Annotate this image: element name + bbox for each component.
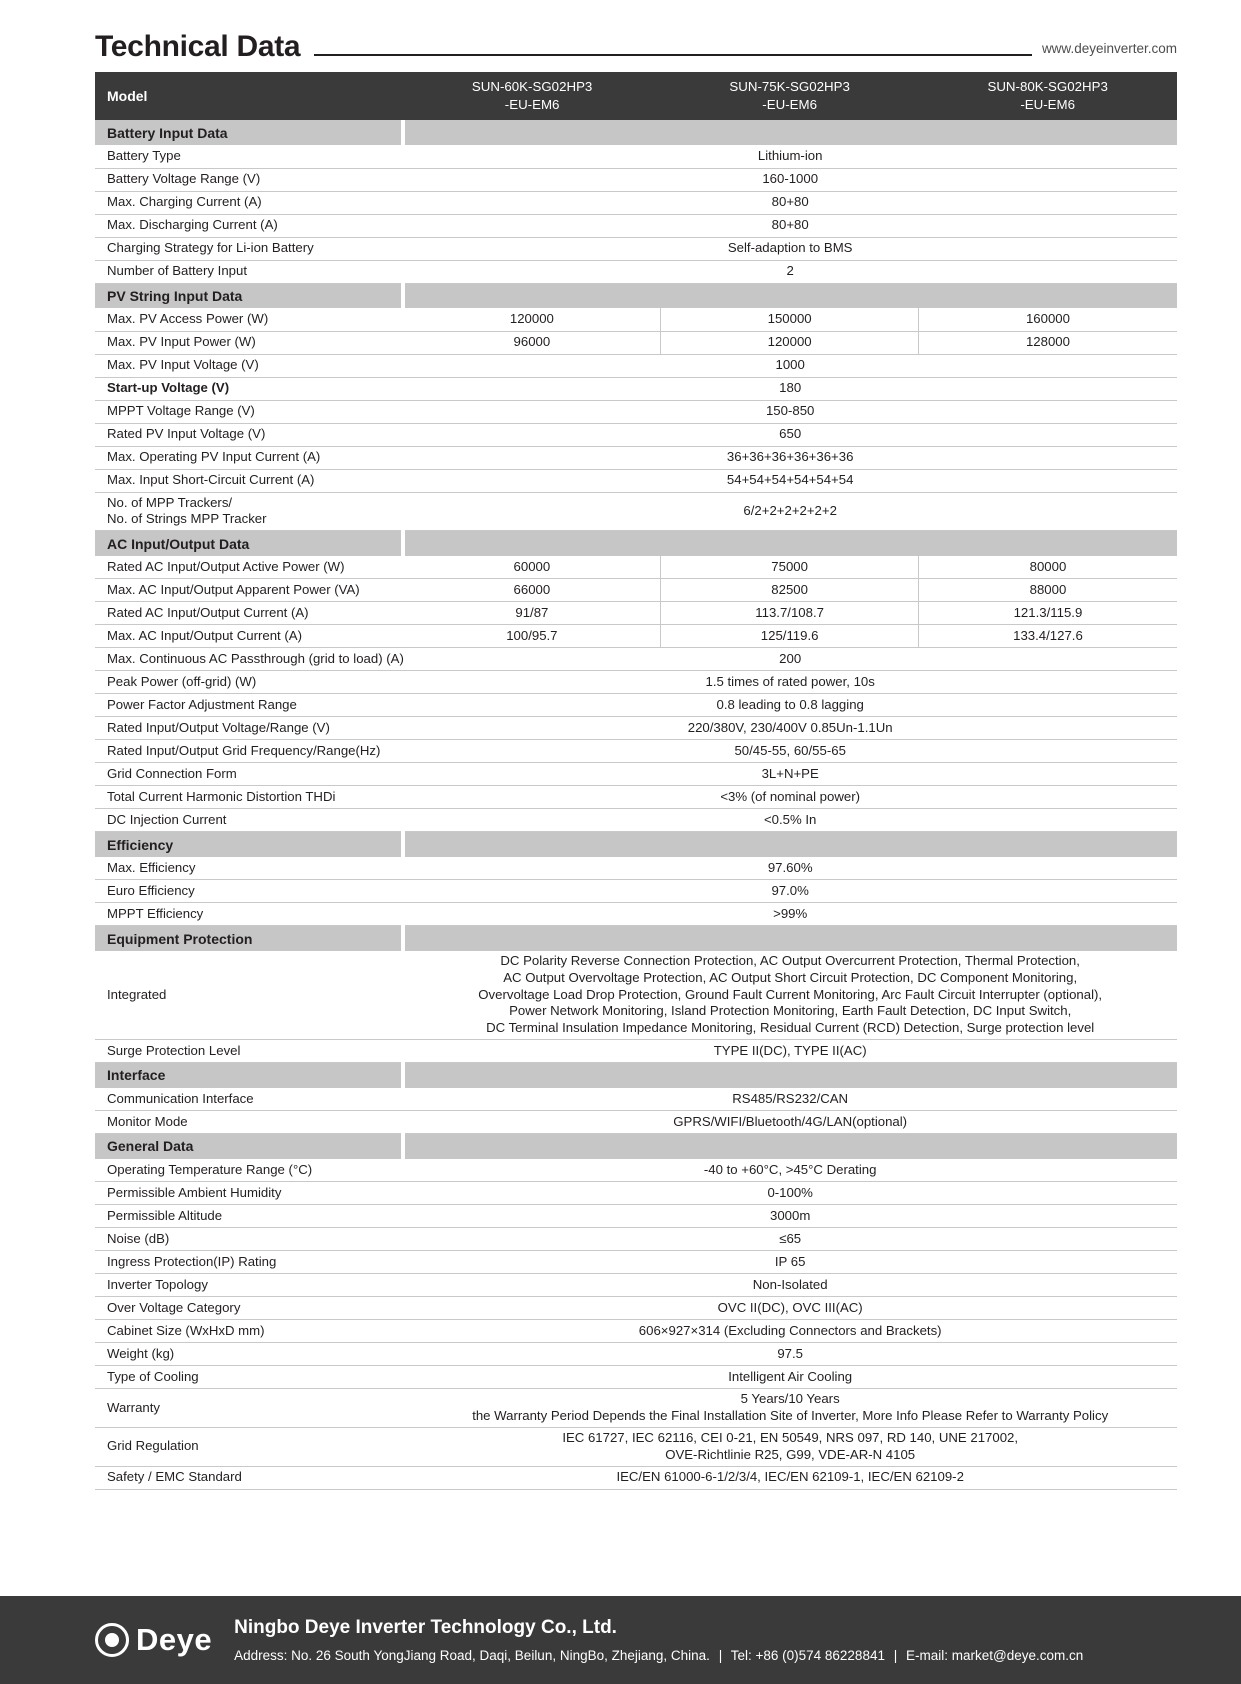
section-header-row	[95, 1134, 1177, 1159]
row-value-all-models: OVC II(DC), OVC III(AC)	[403, 1297, 1177, 1320]
row-label: MPPT Efficiency	[95, 903, 403, 926]
section-band-fill-2	[403, 283, 1177, 308]
row-label: Cabinet Size (WxHxD mm)	[95, 1320, 403, 1343]
table-row	[95, 857, 1177, 880]
row-label: Max. AC Input/Output Current (A)	[95, 625, 403, 648]
row-value-all-models: IP 65	[403, 1251, 1177, 1274]
table-row	[95, 260, 1177, 283]
section-title-5: Equipment Protection	[95, 926, 403, 951]
model-column-header-1: SUN-60K-SG02HP3 -EU-EM6	[403, 72, 661, 120]
table-header-row	[95, 72, 1177, 120]
table-row	[95, 377, 1177, 400]
row-label: Monitor Mode	[95, 1111, 403, 1134]
row-label: Ingress Protection(IP) Rating	[95, 1251, 403, 1274]
row-label: Over Voltage Category	[95, 1297, 403, 1320]
table-row	[95, 145, 1177, 168]
table-row	[95, 625, 1177, 648]
row-value-all-models: 0-100%	[403, 1182, 1177, 1205]
row-value-all-models: 160-1000	[403, 168, 1177, 191]
table-row	[95, 602, 1177, 625]
row-value-all-models: 54+54+54+54+54+54	[403, 469, 1177, 492]
logo-circle-icon	[95, 1623, 129, 1657]
table-row	[95, 880, 1177, 903]
section-band-fill-7	[403, 1134, 1177, 1159]
row-value-model-1: 66000	[403, 579, 661, 602]
table-row	[95, 903, 1177, 926]
row-value-all-models: 2	[403, 260, 1177, 283]
table-row	[95, 1111, 1177, 1134]
contact-separator-2: |	[893, 1647, 898, 1663]
row-value-all-models: 220/380V, 230/400V 0.85Un-1.1Un	[403, 717, 1177, 740]
row-label: Max. Charging Current (A)	[95, 191, 403, 214]
table-row	[95, 951, 1177, 1040]
table-row	[95, 308, 1177, 331]
row-value-model-3: 80000	[918, 556, 1177, 579]
row-label: MPPT Voltage Range (V)	[95, 400, 403, 423]
section-header-row	[95, 1063, 1177, 1088]
model-column-header-2: SUN-75K-SG02HP3 -EU-EM6	[661, 72, 919, 120]
row-value-all-models: TYPE II(DC), TYPE II(AC)	[403, 1040, 1177, 1063]
row-value-all-models: 5 Years/10 Years the Warranty Period Depends the Final Installation Site of Inverter, More Info Please Refer to Warranty Policy	[403, 1389, 1177, 1428]
table-row	[95, 1297, 1177, 1320]
row-value-all-models: <0.5% In	[403, 809, 1177, 832]
row-value-all-models: Non-Isolated	[403, 1274, 1177, 1297]
table-row	[95, 1343, 1177, 1366]
row-value-all-models: 3L+N+PE	[403, 763, 1177, 786]
row-value-model-3: 160000	[918, 308, 1177, 331]
row-label: Number of Battery Input	[95, 260, 403, 283]
table-row	[95, 1088, 1177, 1111]
section-title-6: Interface	[95, 1063, 403, 1088]
row-label: Rated Input/Output Voltage/Range (V)	[95, 717, 403, 740]
table-row	[95, 1228, 1177, 1251]
table-row	[95, 191, 1177, 214]
row-value-all-models: 80+80	[403, 214, 1177, 237]
row-value-all-models: 97.60%	[403, 857, 1177, 880]
row-value-all-models: Intelligent Air Cooling	[403, 1366, 1177, 1389]
title-divider	[314, 54, 1032, 56]
table-row	[95, 556, 1177, 579]
row-value-all-models: 97.5	[403, 1343, 1177, 1366]
row-label: Grid Regulation	[95, 1428, 403, 1467]
row-value-all-models: <3% (of nominal power)	[403, 786, 1177, 809]
table-row	[95, 423, 1177, 446]
row-value-all-models: 1000	[403, 354, 1177, 377]
table-row	[95, 1389, 1177, 1428]
row-label: Safety / EMC Standard	[95, 1466, 403, 1489]
row-label: Charging Strategy for Li-ion Battery	[95, 237, 403, 260]
section-title-7: General Data	[95, 1134, 403, 1159]
row-value-all-models: GPRS/WIFI/Bluetooth/4G/LAN(optional)	[403, 1111, 1177, 1134]
row-label: Max. Discharging Current (A)	[95, 214, 403, 237]
table-row	[95, 469, 1177, 492]
row-value-all-models: 606×927×314 (Excluding Connectors and Brackets)	[403, 1320, 1177, 1343]
table-row	[95, 1159, 1177, 1182]
row-value-all-models: IEC 61727, IEC 62116, CEI 0-21, EN 50549, NRS 097, RD 140, UNE 217002, OVE-Richtlinie R25, G99, VDE-AR-N 4105	[403, 1428, 1177, 1467]
row-label: Inverter Topology	[95, 1274, 403, 1297]
row-label: Euro Efficiency	[95, 880, 403, 903]
table-row	[95, 1366, 1177, 1389]
row-label: Max. Continuous AC Passthrough (grid to load) (A)	[95, 648, 403, 671]
section-band-fill-5	[403, 926, 1177, 951]
row-value-all-models: 180	[403, 377, 1177, 400]
row-value-all-models: RS485/RS232/CAN	[403, 1088, 1177, 1111]
row-value-model-3: 121.3/115.9	[918, 602, 1177, 625]
website-url: www.deyeinverter.com	[1041, 41, 1177, 56]
row-value-all-models: ≤65	[403, 1228, 1177, 1251]
row-value-model-2: 113.7/108.7	[661, 602, 919, 625]
row-label: Max. Operating PV Input Current (A)	[95, 446, 403, 469]
row-value-model-1: 120000	[403, 308, 661, 331]
table-row	[95, 717, 1177, 740]
row-label: Communication Interface	[95, 1088, 403, 1111]
row-label: Total Current Harmonic Distortion THDi	[95, 786, 403, 809]
row-value-all-models: 36+36+36+36+36+36	[403, 446, 1177, 469]
company-name: Ningbo Deye Inverter Technology Co., Ltd.	[234, 1617, 617, 1639]
row-label: Max. AC Input/Output Apparent Power (VA)	[95, 579, 403, 602]
row-value-all-models: 1.5 times of rated power, 10s	[403, 671, 1177, 694]
row-value-all-models: 97.0%	[403, 880, 1177, 903]
table-row	[95, 354, 1177, 377]
row-label: Permissible Altitude	[95, 1205, 403, 1228]
row-value-model-3: 133.4/127.6	[918, 625, 1177, 648]
deye-logo	[95, 1622, 212, 1658]
section-header-row	[95, 832, 1177, 857]
section-header-row	[95, 926, 1177, 951]
row-label: Battery Voltage Range (V)	[95, 168, 403, 191]
section-header-row	[95, 120, 1177, 145]
row-label: Max. Input Short-Circuit Current (A)	[95, 469, 403, 492]
row-value-model-2: 82500	[661, 579, 919, 602]
row-label: Permissible Ambient Humidity	[95, 1182, 403, 1205]
section-band-fill-6	[403, 1063, 1177, 1088]
row-label: Weight (kg)	[95, 1343, 403, 1366]
contact-line	[234, 1646, 1083, 1666]
page-footer	[0, 1596, 1241, 1684]
table-row	[95, 786, 1177, 809]
row-label: Max. PV Input Power (W)	[95, 331, 403, 354]
row-label: Power Factor Adjustment Range	[95, 694, 403, 717]
section-band-fill-1	[403, 120, 1177, 145]
table-row	[95, 694, 1177, 717]
table-row	[95, 740, 1177, 763]
table-row	[95, 331, 1177, 354]
row-value-all-models: Self-adaption to BMS	[403, 237, 1177, 260]
row-label: Battery Type	[95, 145, 403, 168]
row-value-all-models: DC Polarity Reverse Connection Protection, AC Output Overcurrent Protection, Thermal Protection, AC Output Overvoltage Protection, AC Output Short Circuit Protection, DC Component Monitoring, Overvoltage Load Drop Protection, Ground Fault Current Monitoring, Arc Fault Circuit Interrupter (optional), Power Network Monitoring, Island Protection Monitoring, Earth Fault Detection, DC Input Switch, DC Terminal Insulation Impedance Monitoring, Residual Current (RCD) Detection, Surge protection level	[403, 951, 1177, 1040]
table-row	[95, 492, 1177, 531]
row-label: Max. PV Input Voltage (V)	[95, 354, 403, 377]
table-row	[95, 579, 1177, 602]
row-value-model-1: 96000	[403, 331, 661, 354]
row-label: DC Injection Current	[95, 809, 403, 832]
spec-table-container	[0, 62, 1241, 1490]
row-value-model-1: 91/87	[403, 602, 661, 625]
table-row	[95, 763, 1177, 786]
table-row	[95, 671, 1177, 694]
row-value-all-models: IEC/EN 61000-6-1/2/3/4, IEC/EN 62109-1, IEC/EN 62109-2	[403, 1466, 1177, 1489]
company-telephone: Tel: +86 (0)574 86228841	[730, 1647, 885, 1663]
row-label: Start-up Voltage (V)	[95, 377, 403, 400]
row-label: Max. PV Access Power (W)	[95, 308, 403, 331]
row-value-model-1: 100/95.7	[403, 625, 661, 648]
row-label: Rated PV Input Voltage (V)	[95, 423, 403, 446]
row-value-all-models: 150-850	[403, 400, 1177, 423]
row-value-all-models: 0.8 leading to 0.8 lagging	[403, 694, 1177, 717]
section-band-fill-4	[403, 832, 1177, 857]
row-value-all-models: Lithium-ion	[403, 145, 1177, 168]
section-title-4: Efficiency	[95, 832, 403, 857]
row-value-model-3: 128000	[918, 331, 1177, 354]
row-value-all-models: 650	[403, 423, 1177, 446]
section-title-1: Battery Input Data	[95, 120, 403, 145]
table-row	[95, 1205, 1177, 1228]
table-row	[95, 1182, 1177, 1205]
table-row	[95, 1320, 1177, 1343]
table-row	[95, 214, 1177, 237]
row-value-model-2: 125/119.6	[661, 625, 919, 648]
model-column-header-3: SUN-80K-SG02HP3 -EU-EM6	[918, 72, 1177, 120]
row-label: Rated AC Input/Output Active Power (W)	[95, 556, 403, 579]
row-label: Surge Protection Level	[95, 1040, 403, 1063]
model-header-label: Model	[95, 72, 403, 120]
table-row	[95, 648, 1177, 671]
row-value-all-models: 200	[403, 648, 1177, 671]
table-row	[95, 1274, 1177, 1297]
row-value-all-models: 50/45-55, 60/55-65	[403, 740, 1177, 763]
row-label: Grid Connection Form	[95, 763, 403, 786]
row-label: Noise (dB)	[95, 1228, 403, 1251]
row-label: Rated Input/Output Grid Frequency/Range(Hz)	[95, 740, 403, 763]
company-address: Address: No. 26 South YongJiang Road, Daqi, Beilun, NingBo, Zhejiang, China.	[234, 1647, 710, 1663]
row-value-all-models: 3000m	[403, 1205, 1177, 1228]
table-row	[95, 1466, 1177, 1489]
technical-spec-table	[95, 72, 1177, 1490]
row-value-all-models: -40 to +60°C, >45°C Derating	[403, 1159, 1177, 1182]
page-title: Technical Data	[95, 30, 301, 63]
row-label: Rated AC Input/Output Current (A)	[95, 602, 403, 625]
row-label: Operating Temperature Range (°C)	[95, 1159, 403, 1182]
table-row	[95, 446, 1177, 469]
section-band-fill-3	[403, 531, 1177, 556]
table-row	[95, 237, 1177, 260]
logo-wordmark: Deye	[136, 1622, 213, 1657]
table-row	[95, 168, 1177, 191]
row-value-model-1: 60000	[403, 556, 661, 579]
contact-separator-1: |	[718, 1647, 723, 1663]
row-label: Warranty	[95, 1389, 403, 1428]
page-header	[0, 0, 1241, 62]
table-row	[95, 809, 1177, 832]
row-label: Peak Power (off-grid) (W)	[95, 671, 403, 694]
row-value-all-models: >99%	[403, 903, 1177, 926]
table-row	[95, 1251, 1177, 1274]
row-label: Integrated	[95, 951, 403, 1040]
row-value-all-models: 6/2+2+2+2+2+2	[403, 492, 1177, 531]
row-value-all-models: 80+80	[403, 191, 1177, 214]
company-email: E-mail: market@deye.com.cn	[906, 1647, 1084, 1663]
row-label: Type of Cooling	[95, 1366, 403, 1389]
row-value-model-2: 120000	[661, 331, 919, 354]
table-row	[95, 400, 1177, 423]
row-label: No. of MPP Trackers/ No. of Strings MPP Tracker	[95, 492, 403, 531]
table-row	[95, 1040, 1177, 1063]
row-value-model-2: 150000	[661, 308, 919, 331]
row-value-model-2: 75000	[661, 556, 919, 579]
table-row	[95, 1428, 1177, 1467]
section-header-row	[95, 283, 1177, 308]
section-header-row	[95, 531, 1177, 556]
section-title-2: PV String Input Data	[95, 283, 403, 308]
row-label: Max. Efficiency	[95, 857, 403, 880]
row-value-model-3: 88000	[918, 579, 1177, 602]
footer-contact-block	[234, 1614, 1083, 1666]
section-title-3: AC Input/Output Data	[95, 531, 403, 556]
